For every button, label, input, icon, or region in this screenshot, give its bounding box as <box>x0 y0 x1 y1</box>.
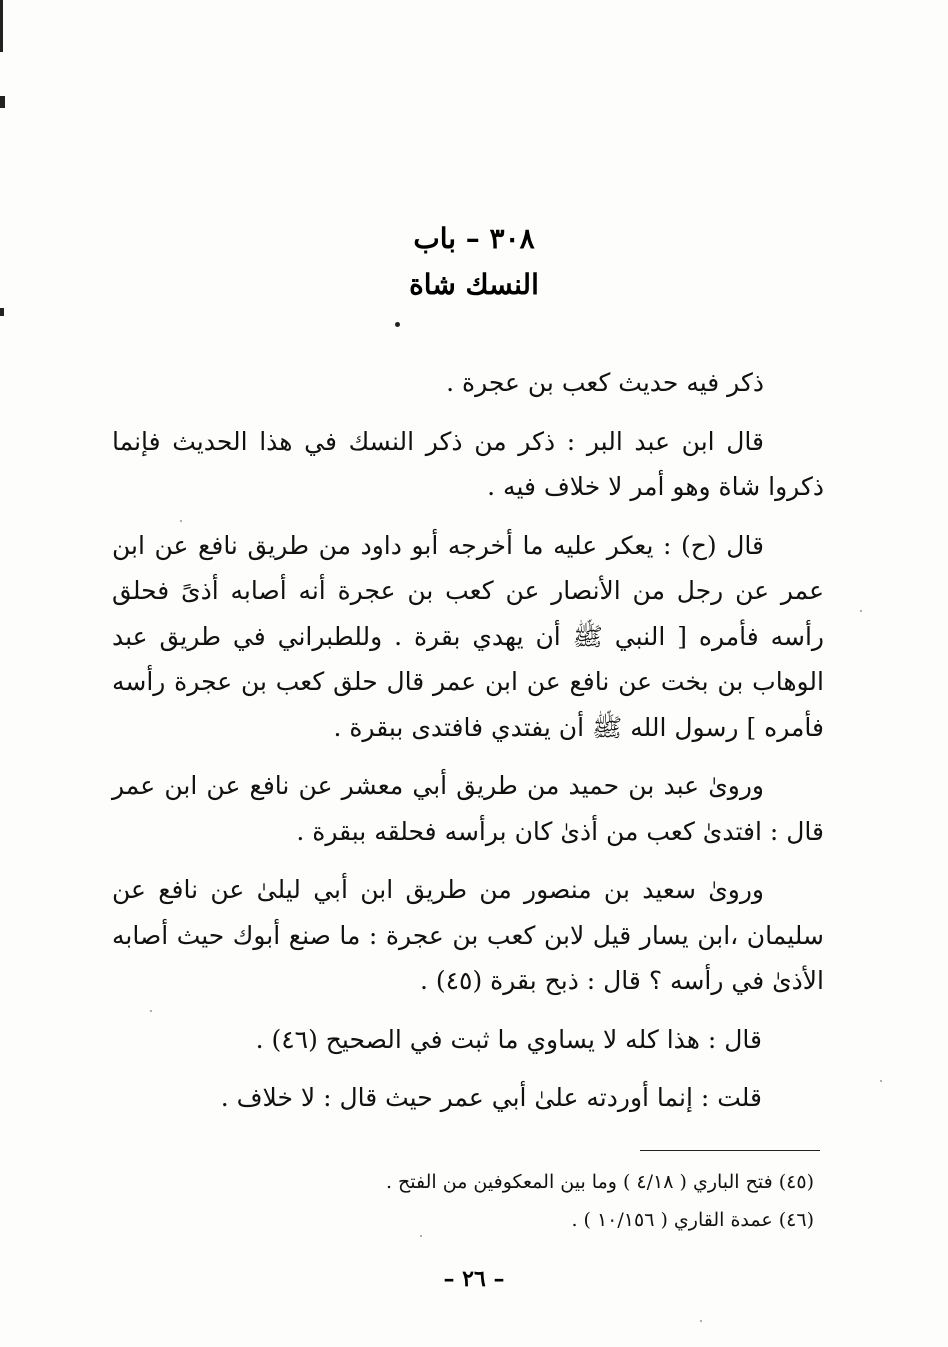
chapter-heading: ٣٠٨ – باب <box>413 222 535 255</box>
paragraph-7: قلت : إنما أوردته علىٰ أبي عمر حيث قال : لا خلاف . <box>220 1083 762 1112</box>
body-text <box>112 360 824 1134</box>
paragraph-2: قال ابن عبد البر : ذكر من ذكر النسك في هذا الحديث فإنما ذكروا شاة وهو أمر لا خلاف فيه . <box>112 426 824 501</box>
paper-speck <box>180 520 182 522</box>
footnote-45: (٤٥) فتح الباري ( ٤/١٨ ) وما بين المعكوفين من الفتح . <box>385 1171 814 1193</box>
paragraph-3: قال (ح) : يعكر عليه ما أخرجه أبو داود من طريق نافع عن ابن عمر عن رجل من الأنصار عن كعب بن عجرة أنه أصابه أذىً فحلق رأسه فأمره [ النبي ﷺ أن يهدي بقرة . وللطبراني في طريق عبد الوهاب بن بخت عن نافع عن ابن عمر قال حلق كعب بن عجرة رأسه فأمره ] رسول الله ﷺ أن يفتدي فافتدى ببقرة . <box>112 530 824 742</box>
paragraph-4: وروىٰ عبد بن حميد من طريق أبي معشر عن نافع عن ابن عمر قال : افتدىٰ كعب من أذىٰ كان برأسه فحلقه ببقرة . <box>112 771 824 846</box>
chapter-title: النسك شاة <box>409 268 539 301</box>
paper-speck <box>150 1010 152 1012</box>
paragraph-5: وروىٰ سعيد بن منصور من طريق ابن أبي ليلىٰ عن نافع عن سليمان ،ابن يسار قيل لابن كعب بن عجرة : ما صنع أبوك حيث أصابه الأذىٰ في رأسه ؟ قال : ذبح بقرة (٤٥) . <box>112 875 824 995</box>
paper-speck <box>700 1320 702 1322</box>
paper-speck <box>860 610 862 612</box>
footnote-46: (٤٦) عمدة القاري ( ١٠/١٥٦ ) . <box>571 1209 814 1231</box>
page-number: – ٢٦ – <box>443 1266 505 1292</box>
footnotes <box>200 1163 814 1239</box>
footnote-divider <box>640 1150 820 1151</box>
paragraph-1: ذكر فيه حديث كعب بن عجرة . <box>446 368 764 397</box>
paper-speck <box>880 1080 882 1082</box>
left-edge-mark-lower <box>0 308 4 316</box>
left-edge-mark-middle <box>0 96 5 108</box>
decorative-dot <box>395 322 400 327</box>
paragraph-6: قال : هذا كله لا يساوي ما ثبت في الصحيح (٤٦) . <box>255 1024 762 1054</box>
left-edge-mark-top <box>0 0 3 52</box>
paper-speck <box>420 1235 422 1237</box>
